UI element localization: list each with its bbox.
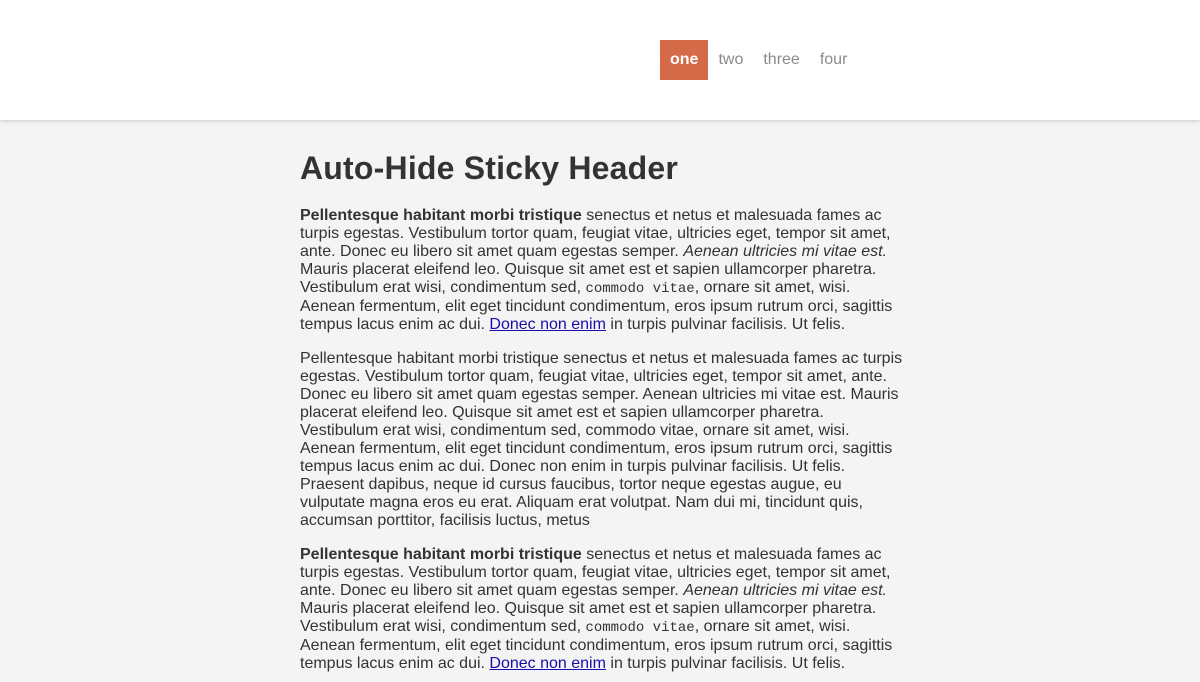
paragraph-1-bold: Pellentesque habitant morbi tristique bbox=[300, 207, 582, 224]
paragraph-3-bold: Pellentesque habitant morbi tristique bbox=[300, 546, 582, 563]
paragraph-3-text-b: Mauris placerat eleifend leo. Quisque sit amet est et sapien ullamcorper pharetra. Vestibulum erat wisi, condimentum sed, bbox=[300, 600, 877, 635]
paragraph-1-text-d: in turpis pulvinar facilisis. Ut felis. bbox=[605, 316, 846, 333]
paragraph-1-link[interactable]: Donec non enim bbox=[489, 316, 606, 333]
paragraph-1-text-c: , ornare sit amet, wisi. Aenean fermentum, elit eget tincidunt condimentum, eros ipsum rutrum orci, sagittis tempus lacus enim ac dui. bbox=[300, 279, 893, 333]
nav-list bbox=[660, 40, 857, 80]
paragraph-1-italic: Aenean ultricies mi vitae est. bbox=[683, 243, 887, 260]
nav-link-three[interactable]: three bbox=[763, 51, 800, 68]
paragraph-3-code: commodo vitae bbox=[585, 620, 695, 636]
paragraph-3-text-c: , ornare sit amet, wisi. Aenean fermentum, elit eget tincidunt condimentum, eros ipsum rutrum orci, sagittis tempus lacus enim ac dui. bbox=[300, 618, 893, 672]
sticky-header bbox=[0, 0, 1200, 120]
paragraph-3 bbox=[300, 546, 905, 673]
nav-item-one bbox=[660, 40, 708, 80]
nav-item-two bbox=[708, 40, 753, 80]
paragraph-3-text-d: in turpis pulvinar facilisis. Ut felis. bbox=[605, 655, 846, 672]
paragraph-2: Pellentesque habitant morbi tristique senectus et netus et malesuada fames ac turpis egestas. Vestibulum tortor quam, feugiat vitae, ultricies eget, tempor sit amet, ante. Donec eu libero sit amet quam egestas semper. Aenean ultricies mi vitae est. Mauris placerat eleifend leo. Quisque sit amet est et sapien ullamcorper pharetra. Vestibulum erat wisi, condimentum sed, commodo vitae, ornare sit amet, wisi. Aenean fermentum, elit eget tincidunt condimentum, eros ipsum rutrum orci, sagittis tempus lacus enim ac dui. Donec non enim in turpis pulvinar facilisis. Ut felis. Praesent dapibus, neque id cursus faucibus, tortor neque egestas augue, eu vulputate magna eros eu erat. Aliquam erat volutpat. Nam dui mi, tincidunt quis, accumsan porttitor, facilisis luctus, metus bbox=[300, 350, 903, 529]
nav-item-four bbox=[810, 40, 858, 80]
page-title: Auto-Hide Sticky Header bbox=[300, 150, 679, 186]
paragraph-1 bbox=[300, 207, 905, 334]
nav-link-four[interactable]: four bbox=[819, 51, 848, 68]
paragraph-1-code: commodo vitae bbox=[585, 281, 695, 297]
paragraph-3-text-a: senectus et netus et malesuada fames ac turpis egestas. Vestibulum tortor quam, feugiat vitae, ultricies eget, tempor sit amet, ante. Donec eu libero sit amet quam egestas semper. bbox=[300, 546, 891, 599]
main-content bbox=[300, 120, 905, 673]
paragraph-1-text-b: Mauris placerat eleifend leo. Quisque sit amet est et sapien ullamcorper pharetra. Vestibulum erat wisi, condimentum sed, bbox=[300, 261, 877, 296]
nav-item-three bbox=[753, 40, 809, 80]
paragraph-3-link[interactable]: Donec non enim bbox=[489, 655, 606, 672]
paragraph-1-text-a: senectus et netus et malesuada fames ac turpis egestas. Vestibulum tortor quam, feugiat vitae, ultricies eget, tempor sit amet, ante. Donec eu libero sit amet quam egestas semper. bbox=[300, 207, 891, 260]
nav-link-one[interactable]: one bbox=[660, 40, 708, 80]
nav-link-two[interactable]: two bbox=[718, 51, 744, 68]
article-body bbox=[300, 207, 905, 673]
paragraph-3-italic: Aenean ultricies mi vitae est. bbox=[683, 582, 887, 599]
